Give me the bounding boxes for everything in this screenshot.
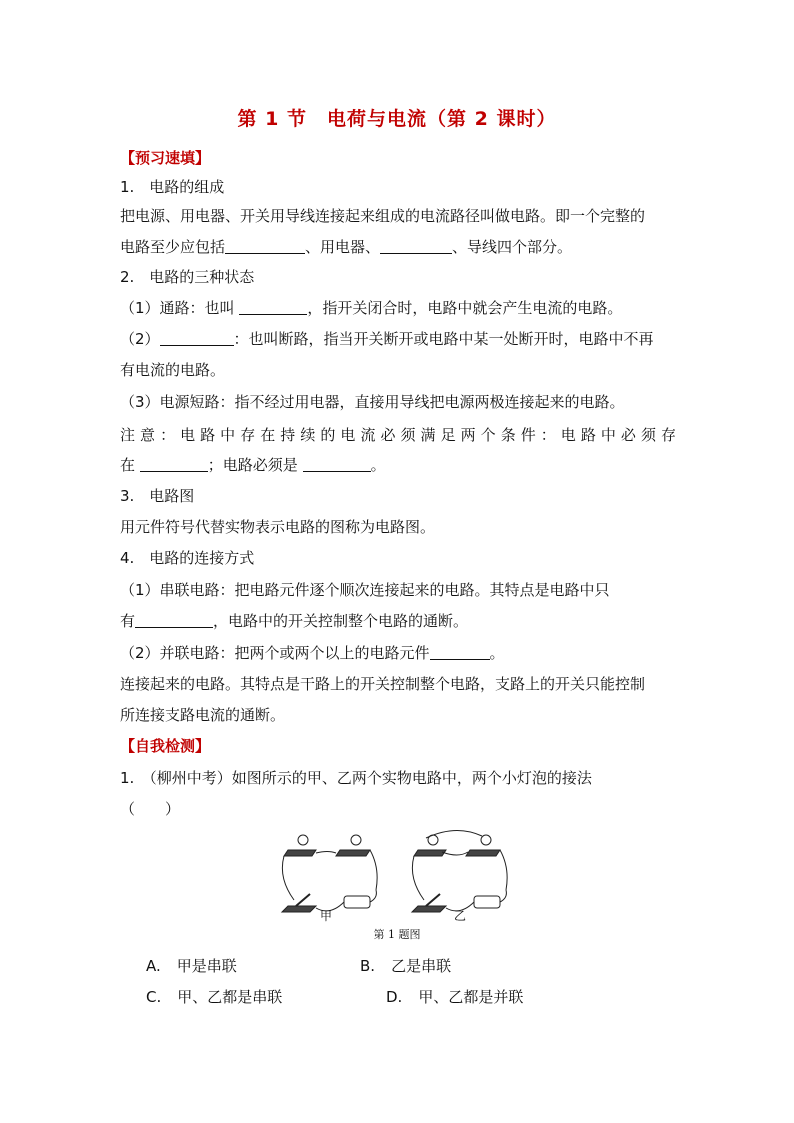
option-key: D. [386,988,403,1006]
bulb-icon [481,835,491,845]
circuit-jia [282,835,377,912]
switch-base-icon [282,906,316,912]
text-segment: 有 [120,612,136,630]
item-2-broken-circuit-cont: 有电流的电路。 [120,361,226,379]
page-title: 第 1 节 电荷与电流（第 2 课时） [237,108,557,130]
item-2-broken-circuit [120,328,676,350]
wire [442,852,468,855]
question-1-answer-bracket[interactable]: （ ） [120,800,181,818]
switch-base-icon [412,906,446,912]
item-4-parallel-cont: 连接起来的电路。其特点是干路上的开关控制整个电路，支路上的开关只能控制 [120,675,646,693]
answer-blank[interactable] [239,299,307,315]
switch-lever-icon [296,894,310,906]
circuit-diagrams-svg [276,828,518,940]
option-c[interactable] [146,986,282,1008]
section-preview-heading: 【预习速填】 [120,149,211,167]
bulb-icon [351,835,361,845]
item-2-open-circuit [120,297,676,319]
text-segment: 电路至少应包括 [120,238,226,256]
text-segment: （1）通路：也叫 [120,299,240,317]
text-segment: ，电路中的开关控制整个电路的通断。 [213,612,469,630]
text-segment: 在 [120,456,140,474]
option-b[interactable] [360,955,451,977]
item-1-heading: 1. 电路的组成 [120,178,225,196]
lamp-base-icon [466,850,500,856]
figure-caption: 第 1 题图 [373,928,421,941]
text-segment: 、导线四个部分。 [452,238,573,256]
text-segment: （2） [120,330,160,348]
figure-label-jia: 甲 [320,909,333,923]
item-3-heading: 3. 电路图 [120,487,195,505]
option-text: 甲是串联 [176,957,237,975]
option-text: 乙是串联 [391,957,452,975]
option-key: A. [146,957,161,975]
item-3-text: 用元件符号代替实物表示电路的图称为电路图。 [120,518,436,536]
item-1-fill-line [120,236,676,258]
answer-blank[interactable] [140,456,208,472]
option-text: 甲、乙都是并联 [418,988,524,1006]
text-segment: ，指开关闭合时，电路中就会产生电流的电路。 [307,299,623,317]
answer-blank[interactable] [303,456,371,472]
text-segment: 、用电器、 [305,238,381,256]
answer-blank[interactable] [135,612,213,628]
wire [370,890,376,902]
answer-blank[interactable] [225,238,305,254]
item-4-series: （1）串联电路：把电路元件逐个顺次连接起来的电路。其特点是电路中只 [120,581,610,599]
option-text: 甲、乙都是串联 [177,988,283,1006]
option-a[interactable] [146,955,237,977]
wire [500,850,507,890]
item-2-note-fill [120,454,676,476]
text-segment: ；电路必须是 [207,456,303,474]
item-4-parallel-cont2: 所连接支路电流的通断。 [120,706,286,724]
question-1: 1. （柳州中考）如图所示的甲、乙两个实物电路中，两个小灯泡的接法 [120,769,592,787]
wire [282,856,294,900]
item-2-heading: 2. 电路的三种状态 [120,268,255,286]
option-key: C. [146,988,162,1006]
switch-lever-icon [426,894,440,906]
text-segment: 。 [489,644,505,662]
wire [370,850,377,890]
text-segment: 。 [370,456,386,474]
wire [316,852,336,854]
wire [412,856,424,900]
lamp-base-icon [284,850,316,856]
item-4-series-fill [120,610,676,632]
text-segment: ：也叫断路，指当开关断开或电路中某一处断开时，电路中不再 [233,330,654,348]
circuit-figure [276,828,518,940]
circuit-yi [412,830,507,912]
battery-icon [344,896,370,908]
item-2-short-circuit: （3）电源短路：指不经过用电器，直接用导线把电源两极连接起来的电路。 [120,393,625,411]
option-d[interactable] [386,986,523,1008]
battery-icon [474,896,500,908]
item-4-parallel [120,642,676,664]
wire [426,830,482,838]
figure-label-yi: 乙 [454,909,467,923]
option-key: B. [360,957,376,975]
answer-blank[interactable] [430,644,490,660]
bulb-icon [298,835,308,845]
lamp-base-icon [336,850,370,856]
text-segment: （2）并联电路：把两个或两个以上的电路元件 [120,644,430,662]
answer-blank[interactable] [380,238,452,254]
answer-blank[interactable] [160,330,234,346]
item-2-note: 注意：电路中存在持续的电流必须满足两个条件：电路中必须存 [120,426,676,444]
item-4-heading: 4. 电路的连接方式 [120,549,255,567]
lamp-base-icon [414,850,446,856]
section-self-check-heading: 【自我检测】 [120,737,211,755]
wire [500,890,506,902]
item-1-text: 把电源、用电器、开关用导线连接起来组成的电流路径叫做电路。即一个完整的 [120,207,646,225]
